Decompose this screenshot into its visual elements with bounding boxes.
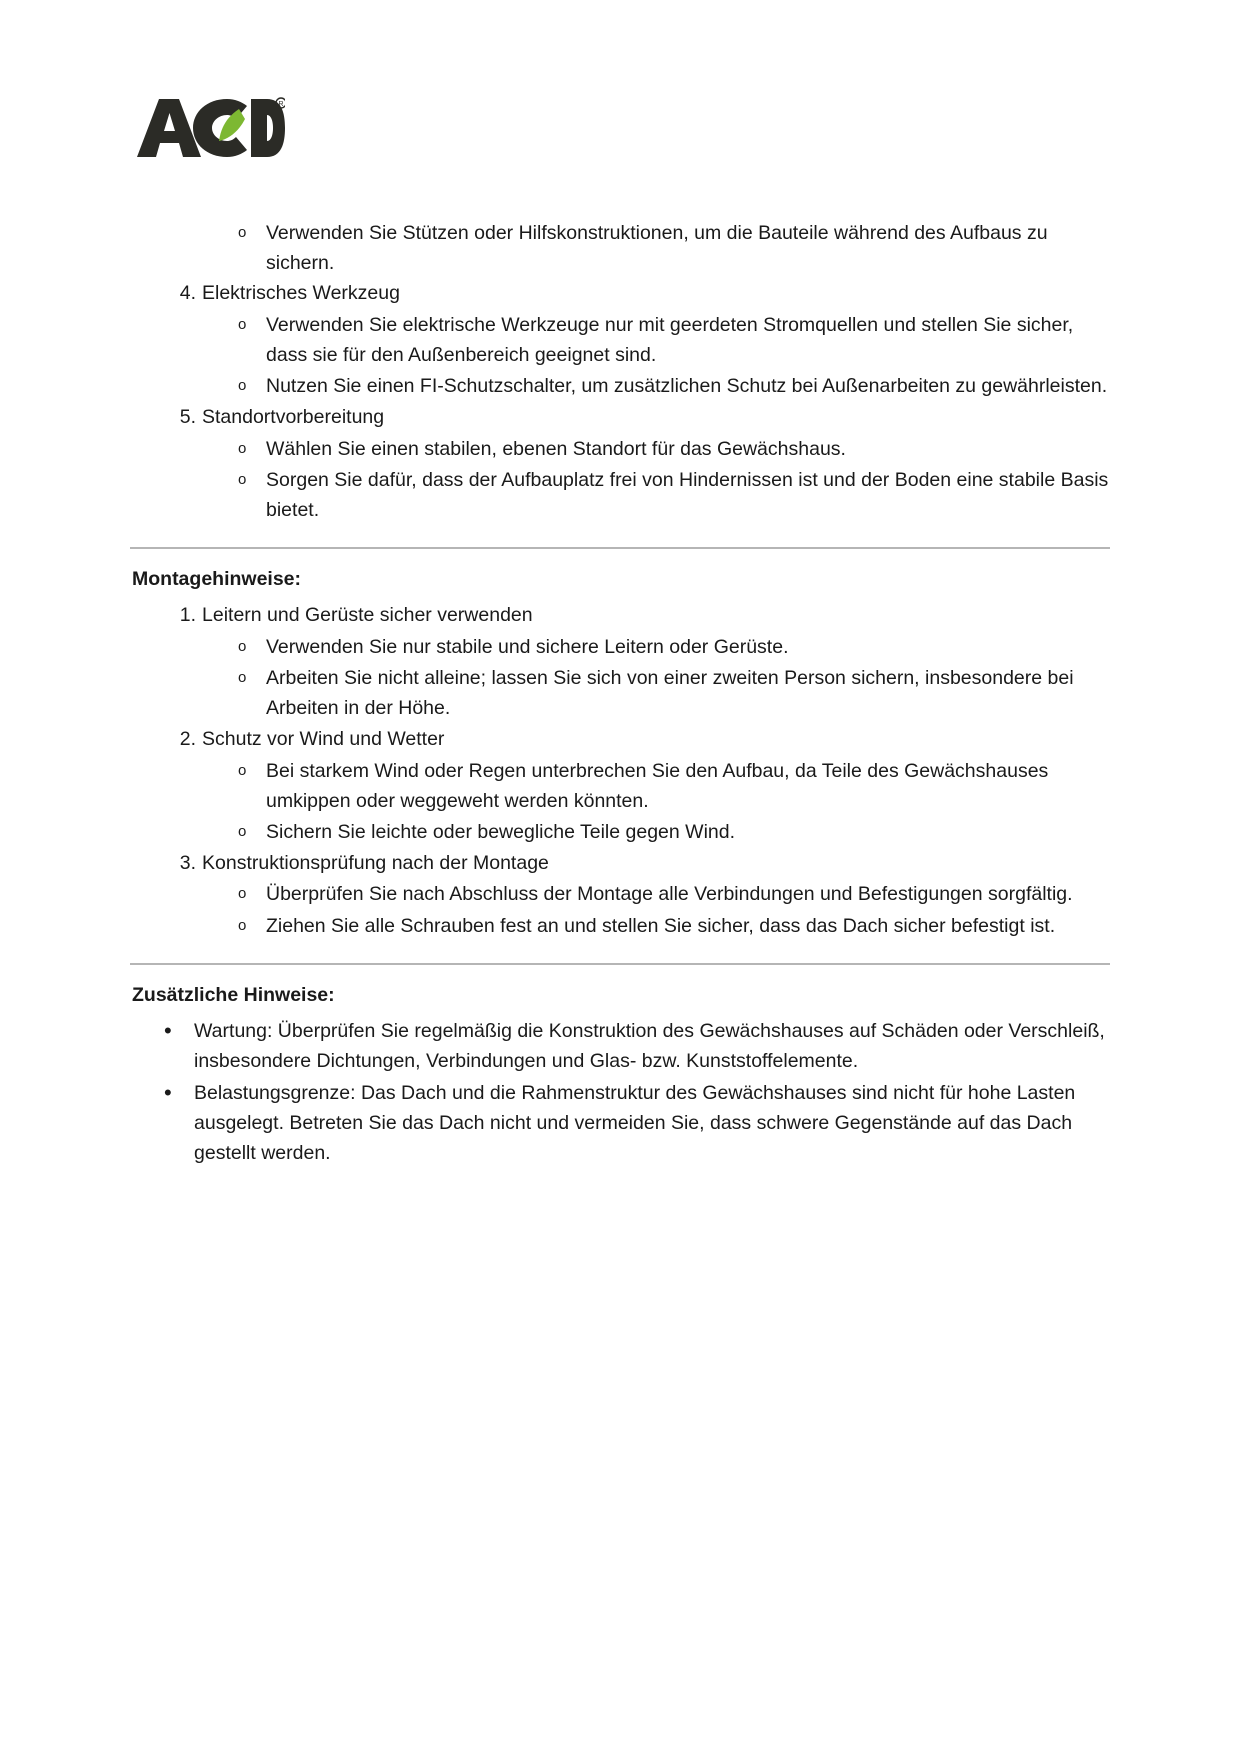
list-item [130, 218, 1110, 278]
list-item [130, 1078, 1110, 1169]
sub-marker: o [238, 668, 247, 686]
list-item [202, 310, 1110, 370]
list-item [130, 402, 1110, 525]
list-item [202, 632, 1110, 662]
sub-marker: o [238, 916, 247, 934]
sublist [202, 632, 1110, 724]
section-divider [130, 547, 1110, 549]
section-divider [130, 963, 1110, 965]
sub-marker: o [238, 377, 247, 395]
list-item [202, 371, 1110, 401]
list-number: 1. [179, 604, 196, 627]
list-item-title: Leitern und Gerüste sicher verwenden [202, 604, 533, 627]
list-item-title: Konstruktionsprüfung nach der Montage [202, 852, 549, 875]
list-item-title: Elektrisches Werkzeug [202, 282, 400, 305]
top-numbered-list [130, 278, 1110, 525]
sublist [202, 879, 1110, 940]
list-item-title: Schutz vor Wind und Wetter [202, 728, 445, 751]
assembly-numbered-list [130, 600, 1110, 940]
document-content [130, 218, 1110, 1168]
list-item-text: Bei starkem Wind oder Regen unterbrechen Sie den Aufbau, da Teile des Gewächshauses umkippen oder weggeweht werden könnten. [266, 759, 1049, 812]
list-item [202, 663, 1110, 723]
sublist-wrapper [202, 879, 1110, 940]
section-heading-additional: Zusätzliche Hinweise: [132, 983, 335, 1006]
bullet-marker: • [164, 1079, 172, 1105]
sub-marker: o [238, 315, 247, 333]
list-item-text: Ziehen Sie alle Schrauben fest an und stellen Sie sicher, dass das Dach sicher befestigt ist. [266, 914, 1056, 937]
list-number: 5. [179, 406, 196, 429]
list-item-text: Überprüfen Sie nach Abschluss der Montage alle Verbindungen und Befestigungen sorgfältig. [266, 883, 1073, 906]
list-item-text: Verwenden Sie elektrische Werkzeuge nur mit geerdeten Stromquellen und stellen Sie sicher, dass sie für den Außenbereich geeignet sind. [266, 313, 1074, 366]
list-item [130, 600, 1110, 723]
sub-marker: o [238, 224, 247, 241]
list-item-text: Sorgen Sie dafür, dass der Aufbauplatz frei von Hindernissen ist und der Boden eine stabile Basis bietet. [266, 468, 1109, 521]
sublist-wrapper [202, 434, 1110, 526]
sub-marker: o [238, 439, 247, 457]
continued-sublist [130, 218, 1110, 278]
svg-text:R: R [278, 101, 284, 108]
list-item [202, 879, 1110, 909]
list-number: 4. [179, 282, 196, 305]
list-item [130, 724, 1110, 847]
list-item [202, 911, 1110, 941]
sublist-wrapper [202, 756, 1110, 848]
list-number: 3. [179, 852, 196, 875]
logo-block [135, 95, 1110, 190]
sub-marker: o [238, 885, 247, 903]
list-item [202, 817, 1110, 847]
sublist [202, 434, 1110, 526]
list-item-text: Wartung: Überprüfen Sie regelmäßig die Konstruktion des Gewächshauses auf Schäden oder Verschleiß, insbesondere Dichtungen, Verbindungen und Glas- bzw. Kunststoffelemente. [194, 1020, 1105, 1073]
sublist-wrapper [202, 310, 1110, 402]
sublist [202, 310, 1110, 402]
sub-marker: o [238, 470, 247, 488]
list-item [130, 848, 1110, 941]
sub-marker: o [238, 761, 247, 779]
list-item-text: Belastungsgrenze: Das Dach und die Rahmenstruktur des Gewächshauses sind nicht für hohe Lasten ausgelegt. Betreten Sie das Dach nicht und vermeiden Sie, dass schwere Gegenstände auf das Dach gestellt werden. [194, 1081, 1076, 1164]
list-item [202, 756, 1110, 816]
list-item-text: Verwenden Sie nur stabile und sichere Leitern oder Gerüste. [266, 635, 789, 658]
sublist [202, 756, 1110, 848]
list-item [202, 465, 1110, 525]
list-item-text: Verwenden Sie Stützen oder Hilfskonstruktionen, um die Bauteile während des Aufbaus zu sichern. [266, 222, 1048, 275]
bullet-marker: • [164, 1018, 172, 1044]
list-item-title: Standortvorbereitung [202, 406, 385, 429]
list-item [202, 434, 1110, 464]
list-item [130, 1016, 1110, 1076]
list-number: 2. [179, 728, 196, 751]
list-item [130, 278, 1110, 401]
list-item-text: Sichern Sie leichte oder bewegliche Teile gegen Wind. [266, 820, 736, 843]
sub-marker: o [238, 822, 247, 840]
sub-marker: o [238, 637, 247, 655]
acd-logo [135, 95, 284, 157]
additional-bullet-list [130, 1016, 1110, 1168]
list-item-text: Nutzen Sie einen FI-Schutzschalter, um zusätzlichen Schutz bei Außenarbeiten zu gewährleisten. [266, 375, 1108, 398]
list-item-text: Arbeiten Sie nicht alleine; lassen Sie sich von einer zweiten Person sichern, insbesondere bei Arbeiten in der Höhe. [266, 666, 1074, 720]
section-heading-assembly: Montagehinweise: [132, 568, 302, 591]
sublist-wrapper [202, 632, 1110, 724]
list-item-text: Wählen Sie einen stabilen, ebenen Standort für das Gewächshaus. [266, 437, 846, 460]
